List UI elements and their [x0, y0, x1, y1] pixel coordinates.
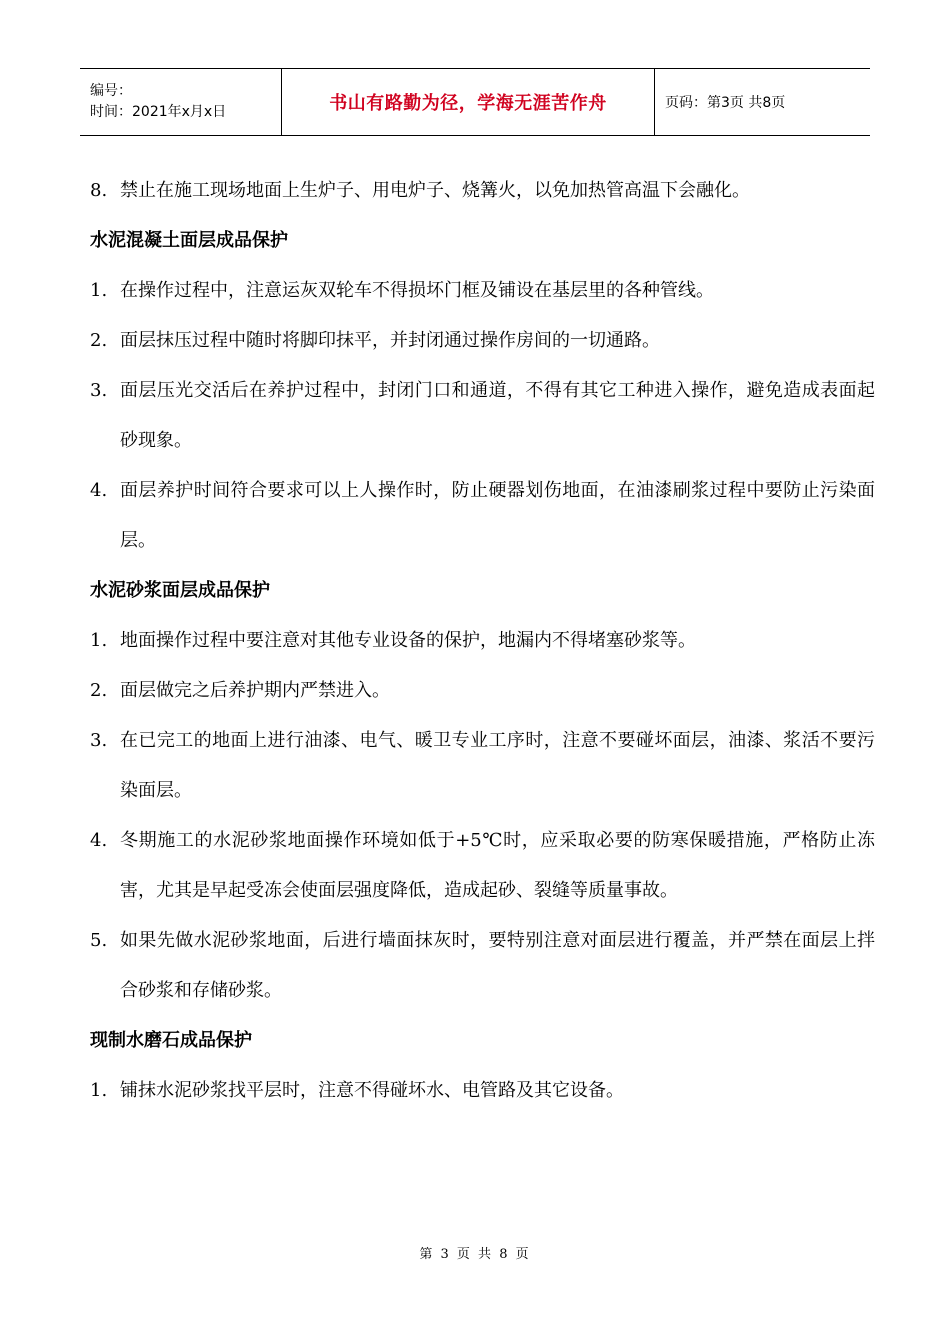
section-concrete-surface: [90, 216, 875, 566]
item-text: 冬期施工的水泥砂浆地面操作环境如低于+5℃时，应采取必要的防寒保暖措施，严格防止冻害，尤其是早起受冻会使面层强度降低，造成起砂、裂缝等质量事故。: [120, 830, 875, 901]
page-footer: 第 3 页 共 8 页: [419, 1247, 531, 1262]
item-number: 3.: [90, 380, 108, 401]
item-text: 面层压光交活后在养护过程中，封闭门口和通道，不得有其它工种进入操作，避免造成表面起砂现象。: [120, 380, 875, 451]
list-item: [90, 616, 875, 666]
section-heading: 现制水磨石成品保护: [90, 1030, 252, 1051]
section-heading: 水泥混凝土面层成品保护: [90, 230, 288, 251]
header-meta: [80, 69, 281, 135]
list-item: [90, 266, 875, 316]
item-number: 2.: [90, 330, 108, 351]
item-number: 3.: [90, 730, 108, 751]
item-number: 4.: [90, 830, 108, 851]
page-header: [80, 68, 870, 136]
list-item: [90, 666, 875, 716]
list-item: [90, 466, 875, 566]
header-motto: 书山有路勤为径，学海无涯苦作舟: [281, 69, 655, 135]
list-item: [90, 916, 875, 1016]
item-text: 地面操作过程中要注意对其他专业设备的保护，地漏内不得堵塞砂浆等。: [120, 630, 696, 651]
list-item: [90, 716, 875, 816]
item-number: 1.: [90, 630, 108, 651]
list-item: [90, 366, 875, 466]
item-number: 1.: [90, 1080, 108, 1101]
item-text: 在已完工的地面上进行油漆、电气、暖卫专业工序时，注意不要碰坏面层，油漆、浆活不要污染面层。: [120, 730, 875, 801]
item-number: 8.: [90, 180, 108, 201]
item-text: 面层做完之后养护期内严禁进入。: [120, 680, 390, 701]
item-number: 5.: [90, 930, 108, 951]
header-page-number: 页码：第3页 共8页: [665, 95, 786, 111]
item-text: 如果先做水泥砂浆地面，后进行墙面抹灰时，要特别注意对面层进行覆盖，并严禁在面层上拌合砂浆和存储砂浆。: [120, 930, 875, 1001]
section-continued: [90, 166, 875, 216]
section-terrazzo: [90, 1016, 875, 1116]
document-number-label: 编号：: [90, 83, 132, 99]
item-number: 2.: [90, 680, 108, 701]
list-item: [90, 316, 875, 366]
item-number: 1.: [90, 280, 108, 301]
item-text: 面层养护时间符合要求可以上人操作时，防止硬器划伤地面，在油漆刷浆过程中要防止污染面层。: [120, 480, 875, 551]
list-item: [90, 166, 875, 216]
section-mortar-surface: [90, 566, 875, 1016]
item-text: 铺抹水泥砂浆找平层时，注意不得碰坏水、电管路及其它设备。: [120, 1080, 624, 1101]
section-heading: 水泥砂浆面层成品保护: [90, 580, 270, 601]
list-item: [90, 816, 875, 916]
document-body: [90, 166, 875, 1116]
item-text: 禁止在施工现场地面上生炉子、用电炉子、烧篝火，以免加热管高温下会融化。: [120, 180, 750, 201]
list-item: [90, 1066, 875, 1116]
item-text: 在操作过程中，注意运灰双轮车不得损坏门框及铺设在基层里的各种管线。: [120, 280, 714, 301]
item-number: 4.: [90, 480, 108, 501]
item-text: 面层抹压过程中随时将脚印抹平，并封闭通过操作房间的一切通路。: [120, 330, 660, 351]
document-time-label: 时间：2021年x月x日: [90, 104, 227, 120]
